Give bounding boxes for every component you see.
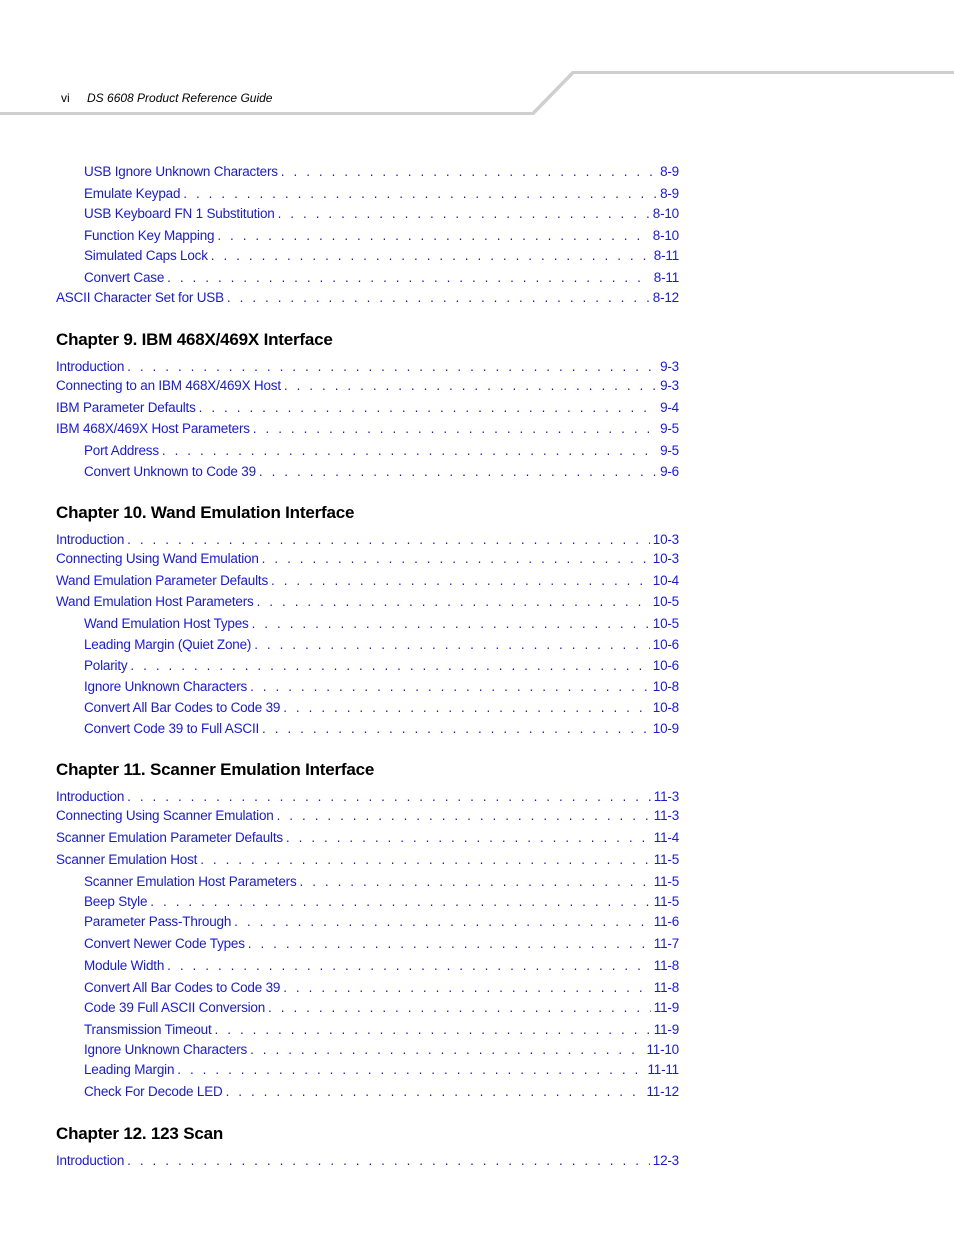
toc-entry[interactable]: Convert All Bar Codes to Code 39 . . . 11-8 bbox=[84, 980, 679, 998]
toc-entry[interactable]: Introduction . . . 11-3 bbox=[56, 789, 679, 807]
toc-entry[interactable]: Convert Case . . . 8-11 bbox=[84, 270, 679, 288]
toc-entry[interactable]: IBM Parameter Defaults . . . 9-4 bbox=[56, 400, 679, 418]
page-number: vi bbox=[61, 91, 70, 105]
toc-entry[interactable]: ASCII Character Set for USB . . . 8-12 bbox=[56, 290, 679, 308]
running-head bbox=[61, 91, 272, 105]
toc-entry[interactable]: Convert Newer Code Types . . . 11-7 bbox=[84, 936, 679, 954]
toc-entry[interactable]: Connecting to an IBM 468X/469X Host . . . 9-3 bbox=[56, 378, 679, 396]
toc-entry[interactable]: Simulated Caps Lock . . . 8-11 bbox=[84, 248, 679, 266]
toc-entry[interactable]: Parameter Pass-Through . . . 11-6 bbox=[84, 914, 679, 932]
chapter-heading: Chapter 9. IBM 468X/469X Interface bbox=[56, 330, 333, 349]
toc-entry[interactable]: Emulate Keypad . . . 8-9 bbox=[84, 186, 679, 204]
chapter-heading: Chapter 11. Scanner Emulation Interface bbox=[56, 760, 375, 779]
toc-entry[interactable]: Connecting Using Wand Emulation . . . 10-3 bbox=[56, 551, 679, 569]
toc-entry[interactable]: Connecting Using Scanner Emulation . . . 11-3 bbox=[56, 808, 679, 826]
toc-entry[interactable]: Polarity . . . 10-6 bbox=[84, 658, 679, 676]
toc-entry[interactable]: Convert Unknown to Code 39 . . . 9-6 bbox=[84, 464, 679, 482]
toc-entry[interactable]: Ignore Unknown Characters . . . 11-10 bbox=[84, 1042, 679, 1060]
toc-entry[interactable]: Convert Code 39 to Full ASCII . . . 10-9 bbox=[84, 721, 679, 739]
toc-entry[interactable]: Module Width . . . 11-8 bbox=[84, 958, 679, 976]
toc-entry[interactable]: Port Address . . . 9-5 bbox=[84, 443, 679, 461]
toc-entry[interactable]: Beep Style . . . 11-5 bbox=[84, 894, 679, 912]
chapter-heading: Chapter 12. 123 Scan bbox=[56, 1124, 224, 1143]
toc-entry[interactable]: Introduction . . . 10-3 bbox=[56, 532, 679, 550]
toc-entry[interactable]: Wand Emulation Parameter Defaults . . . 10-4 bbox=[56, 573, 679, 591]
toc-entry[interactable]: Code 39 Full ASCII Conversion . . . 11-9 bbox=[84, 1000, 679, 1018]
toc-entry[interactable]: Wand Emulation Host Parameters . . . 10-5 bbox=[56, 594, 679, 612]
toc-entry[interactable]: IBM 468X/469X Host Parameters . . . 9-5 bbox=[56, 421, 679, 439]
toc-entry[interactable]: USB Keyboard FN 1 Substitution . . . 8-10 bbox=[84, 206, 679, 224]
toc-entry[interactable]: Function Key Mapping . . . 8-10 bbox=[84, 228, 679, 246]
toc-entry[interactable]: Introduction . . . 12-3 bbox=[56, 1153, 679, 1171]
document-title: DS 6608 Product Reference Guide bbox=[87, 91, 273, 105]
toc-entry[interactable]: Scanner Emulation Host . . . 11-5 bbox=[56, 852, 679, 870]
toc-entry[interactable]: Convert All Bar Codes to Code 39 . . . 10-8 bbox=[84, 700, 679, 718]
toc-entry[interactable]: Leading Margin . . . 11-11 bbox=[84, 1062, 679, 1080]
toc-entry[interactable]: Leading Margin (Quiet Zone) . . . 10-6 bbox=[84, 637, 679, 655]
toc-entry[interactable]: Transmission Timeout . . . 11-9 bbox=[84, 1022, 679, 1040]
toc-entry[interactable]: Wand Emulation Host Types . . . 10-5 bbox=[84, 616, 679, 634]
chapter-heading: Chapter 10. Wand Emulation Interface bbox=[56, 503, 355, 522]
toc-entry[interactable]: Check For Decode LED . . . 11-12 bbox=[84, 1084, 679, 1102]
toc-entry[interactable]: USB Ignore Unknown Characters . . . 8-9 bbox=[84, 164, 679, 182]
toc-entry[interactable]: Introduction . . . 9-3 bbox=[56, 359, 679, 377]
toc-entry[interactable]: Ignore Unknown Characters . . . 10-8 bbox=[84, 679, 679, 697]
toc-entry[interactable]: Scanner Emulation Parameter Defaults . . . 11-4 bbox=[56, 830, 679, 848]
toc-entry[interactable]: Scanner Emulation Host Parameters . . . 11-5 bbox=[84, 874, 679, 892]
